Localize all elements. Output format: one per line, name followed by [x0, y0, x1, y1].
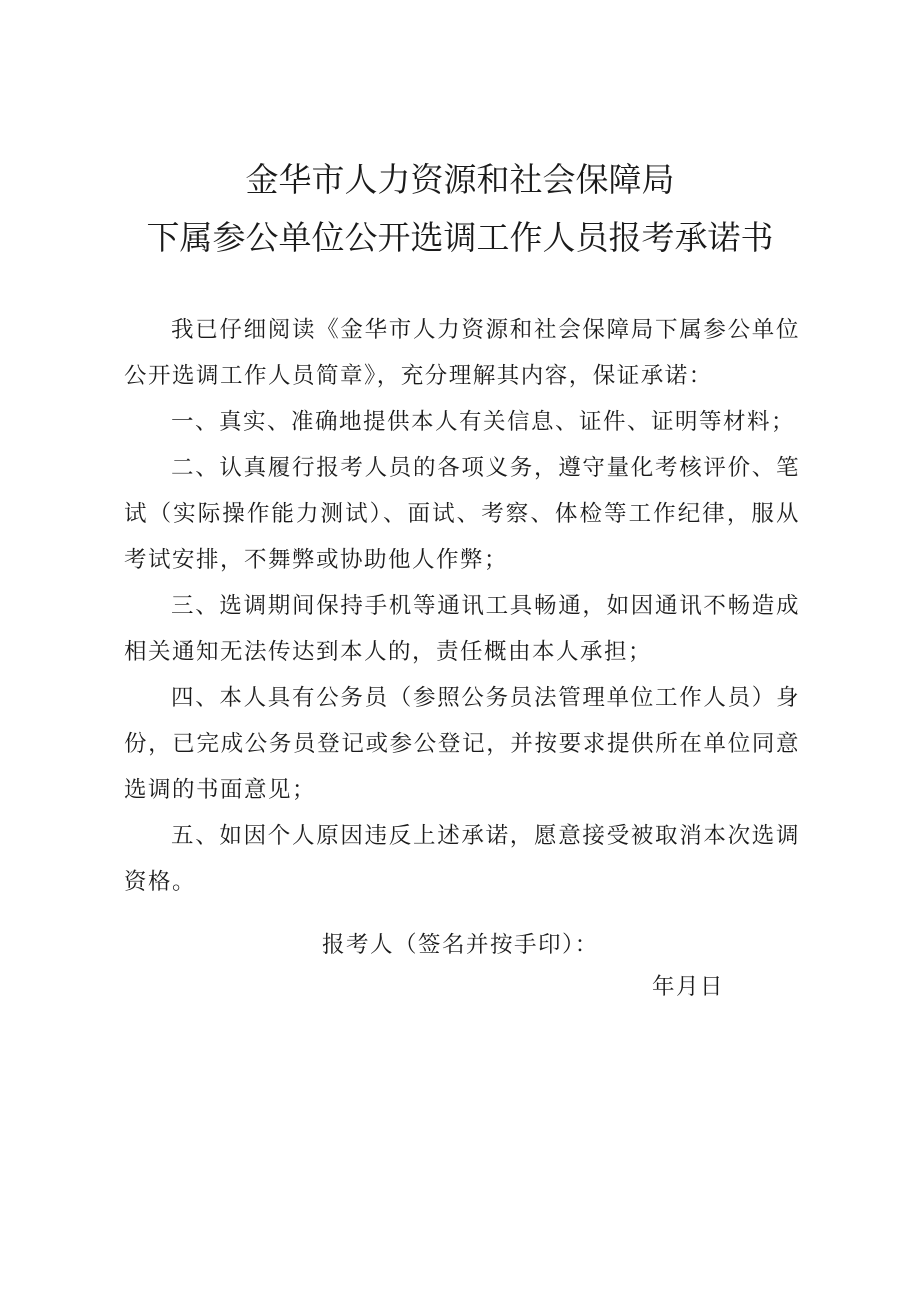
- intro-paragraph: 我已仔细阅读《金华市人力资源和社会保障局下属参公单位公开选调工作人员简章》，充分理解其内容，保证承诺：: [124, 317, 800, 389]
- date-label: 年月日: [652, 974, 725, 1000]
- signature-label: 报考人（签名并按手印）：: [322, 932, 599, 958]
- pledge-item-3: 三、选调期间保持手机等通讯工具畅通，如因通讯不畅造成相关通知无法传达到本人的，责任概由本人承担；: [124, 593, 800, 665]
- document-title-line-2: 下属参公单位公开选调工作人员报考承诺书: [146, 218, 774, 257]
- pledge-item-2: 二、认真履行报考人员的各项义务，遵守量化考核评价、笔试（实际操作能力测试）、面试、考察、体检等工作纪律，服从考试安排，不舞弊或协助他人作弊；: [124, 455, 800, 573]
- pledge-item-5: 五、如因个人原因违反上述承诺，愿意接受被取消本次选调资格。: [124, 823, 800, 895]
- pledge-item-4: 四、本人具有公务员（参照公务员法管理单位工作人员）身份，已完成公务员登记或参公登记，并按要求提供所在单位同意选调的书面意见；: [124, 685, 800, 803]
- pledge-item-1: 一、真实、准确地提供本人有关信息、证件、证明等材料；: [171, 409, 796, 435]
- document-title-line-1: 金华市人力资源和社会保障局: [245, 160, 675, 199]
